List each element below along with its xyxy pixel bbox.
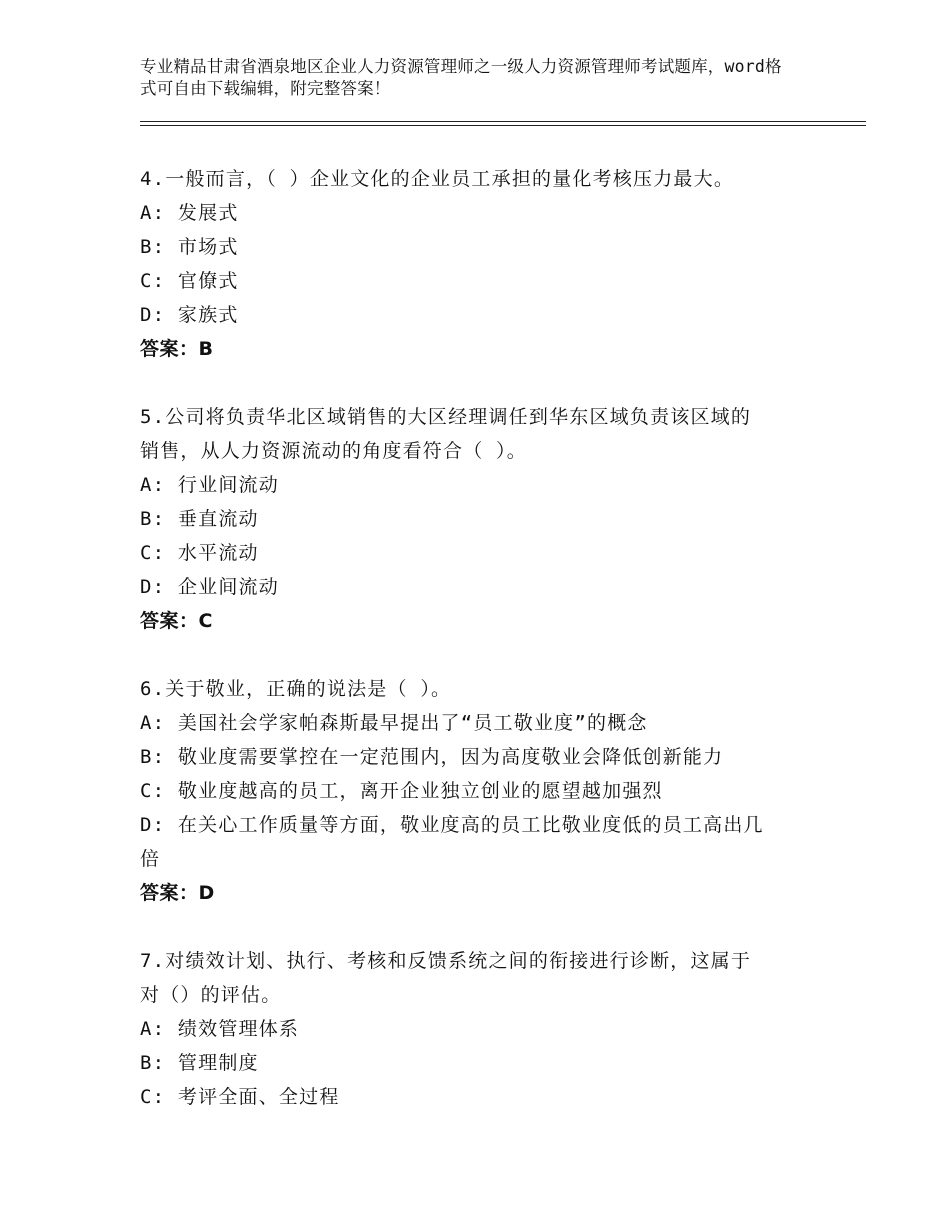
answer-label: 答案：D — [140, 882, 215, 904]
answer-label: 答案：B — [140, 338, 214, 360]
option-a: A: 绩效管理体系 — [140, 1018, 300, 1040]
question-6 — [140, 672, 810, 910]
question-stem-continued: 对（）的评估。 — [140, 984, 282, 1006]
answer-label: 答案：C — [140, 610, 213, 632]
option-c: C: 水平流动 — [140, 542, 259, 564]
option-d: D: 在关心工作质量等方面，敬业度高的员工比敬业度低的员工高出几 — [140, 814, 764, 836]
document-header — [140, 56, 790, 100]
question-4 — [140, 162, 810, 366]
question-stem: 7.对绩效计划、执行、考核和反馈系统之间的衔接进行诊断，这属于 — [140, 950, 752, 972]
option-c: C: 考评全面、全过程 — [140, 1086, 340, 1108]
option-b: B: 管理制度 — [140, 1052, 259, 1074]
header-title: 专业精品甘肃省酒泉地区企业人力资源管理师之一级人力资源管理师考试题库，word格式可自由下载编辑，附完整答案！ — [140, 57, 782, 98]
option-c: C: 官僚式 — [140, 270, 239, 292]
question-5 — [140, 400, 810, 638]
header-divider — [140, 121, 866, 122]
option-a: A: 发展式 — [140, 202, 239, 224]
header-divider-second — [140, 125, 866, 126]
option-b: B: 敬业度需要掌控在一定范围内，因为高度敬业会降低创新能力 — [140, 746, 724, 768]
question-stem-continued: 销售，从人力资源流动的角度看符合（ ）。 — [140, 440, 527, 462]
option-a: A: 行业间流动 — [140, 474, 279, 496]
question-stem: 6.关于敬业，正确的说法是（ ）。 — [140, 678, 452, 700]
option-b: B: 垂直流动 — [140, 508, 259, 530]
option-d: D: 家族式 — [140, 304, 239, 326]
option-c: C: 敬业度越高的员工，离开企业独立创业的愿望越加强烈 — [140, 780, 663, 802]
question-list — [140, 162, 810, 1148]
option-d: D: 企业间流动 — [140, 576, 279, 598]
option-b: B: 市场式 — [140, 236, 239, 258]
option-a: A: 美国社会学家帕森斯最早提出了“员工敬业度”的概念 — [140, 712, 648, 734]
question-stem: 5.公司将负责华北区域销售的大区经理调任到华东区域负责该区域的 — [140, 406, 752, 428]
question-stem: 4.一般而言，（ ）企业文化的企业员工承担的量化考核压力最大。 — [140, 168, 735, 190]
question-7 — [140, 944, 810, 1114]
option-d-continued: 倍 — [140, 848, 161, 870]
